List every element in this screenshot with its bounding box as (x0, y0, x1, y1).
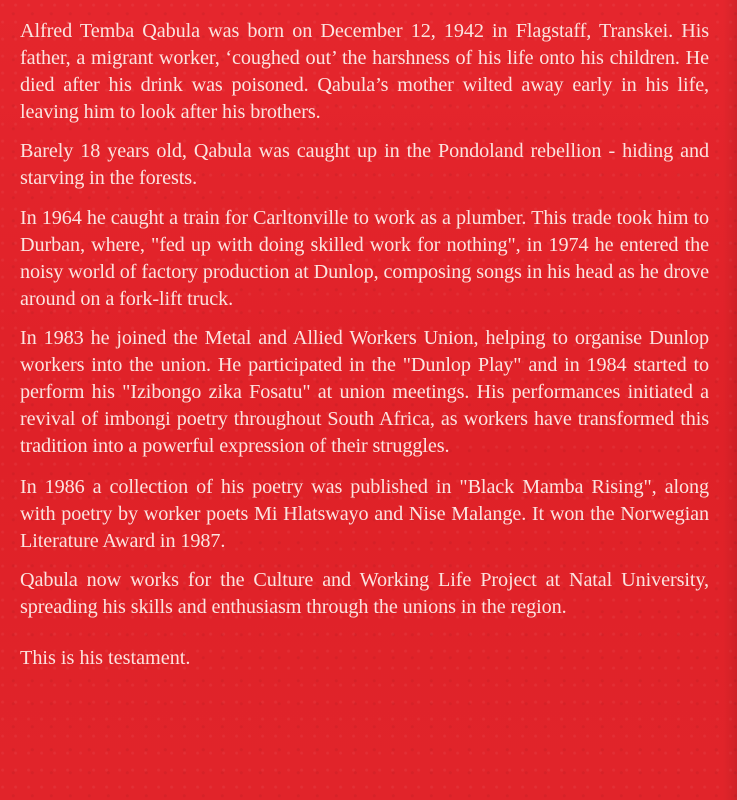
biography-paragraph-birth: Alfred Temba Qabula was born on December 12, 1942 in Flagstaff, Transkei. His father, a migrant worker, ‘coughed out’ the harshness of his life onto his children. He died after his drink was poisoned. Qabula’s mother wilted away early in his life, leaving him to look after his brothers. (20, 20, 709, 123)
closing-line: This is his testament. (20, 647, 191, 669)
biography-paragraph-publication: In 1986 a collection of his poetry was published in "Black Mamba Rising", along with poetry by worker poets Mi Hlatswayo and Nise Malange. It won the Norwegian Literature Award in 1987. (20, 476, 709, 552)
biography-paragraph-current-work: Qabula now works for the Culture and Working Life Project at Natal University, spreading his skills and enthusiasm through the unions in the region. (20, 569, 709, 618)
biography-paragraph-work: In 1964 he caught a train for Carltonville to work as a plumber. This trade took him to Durban, where, "fed up with doing skilled work for nothing", in 1974 he entered the noisy world of factory production at Dunlop, composing songs in his head as he drove around on a fork-lift truck. (20, 207, 709, 310)
page-edge-shadow (723, 0, 737, 800)
biography-paragraph-rebellion: Barely 18 years old, Qabula was caught up in the Pondoland rebellion - hiding and starving in the forests. (20, 140, 709, 189)
biography-paragraph-union: In 1983 he joined the Metal and Allied Workers Union, helping to organise Dunlop workers into the union. He participated in the "Dunlop Play" and in 1984 started to perform his "Izibongo zika Fosatu" at union meetings. His performances initiated a revival of imbongi poetry throughout South Africa, as workers have transformed this tradition into a powerful expression of their struggles. (20, 327, 709, 457)
